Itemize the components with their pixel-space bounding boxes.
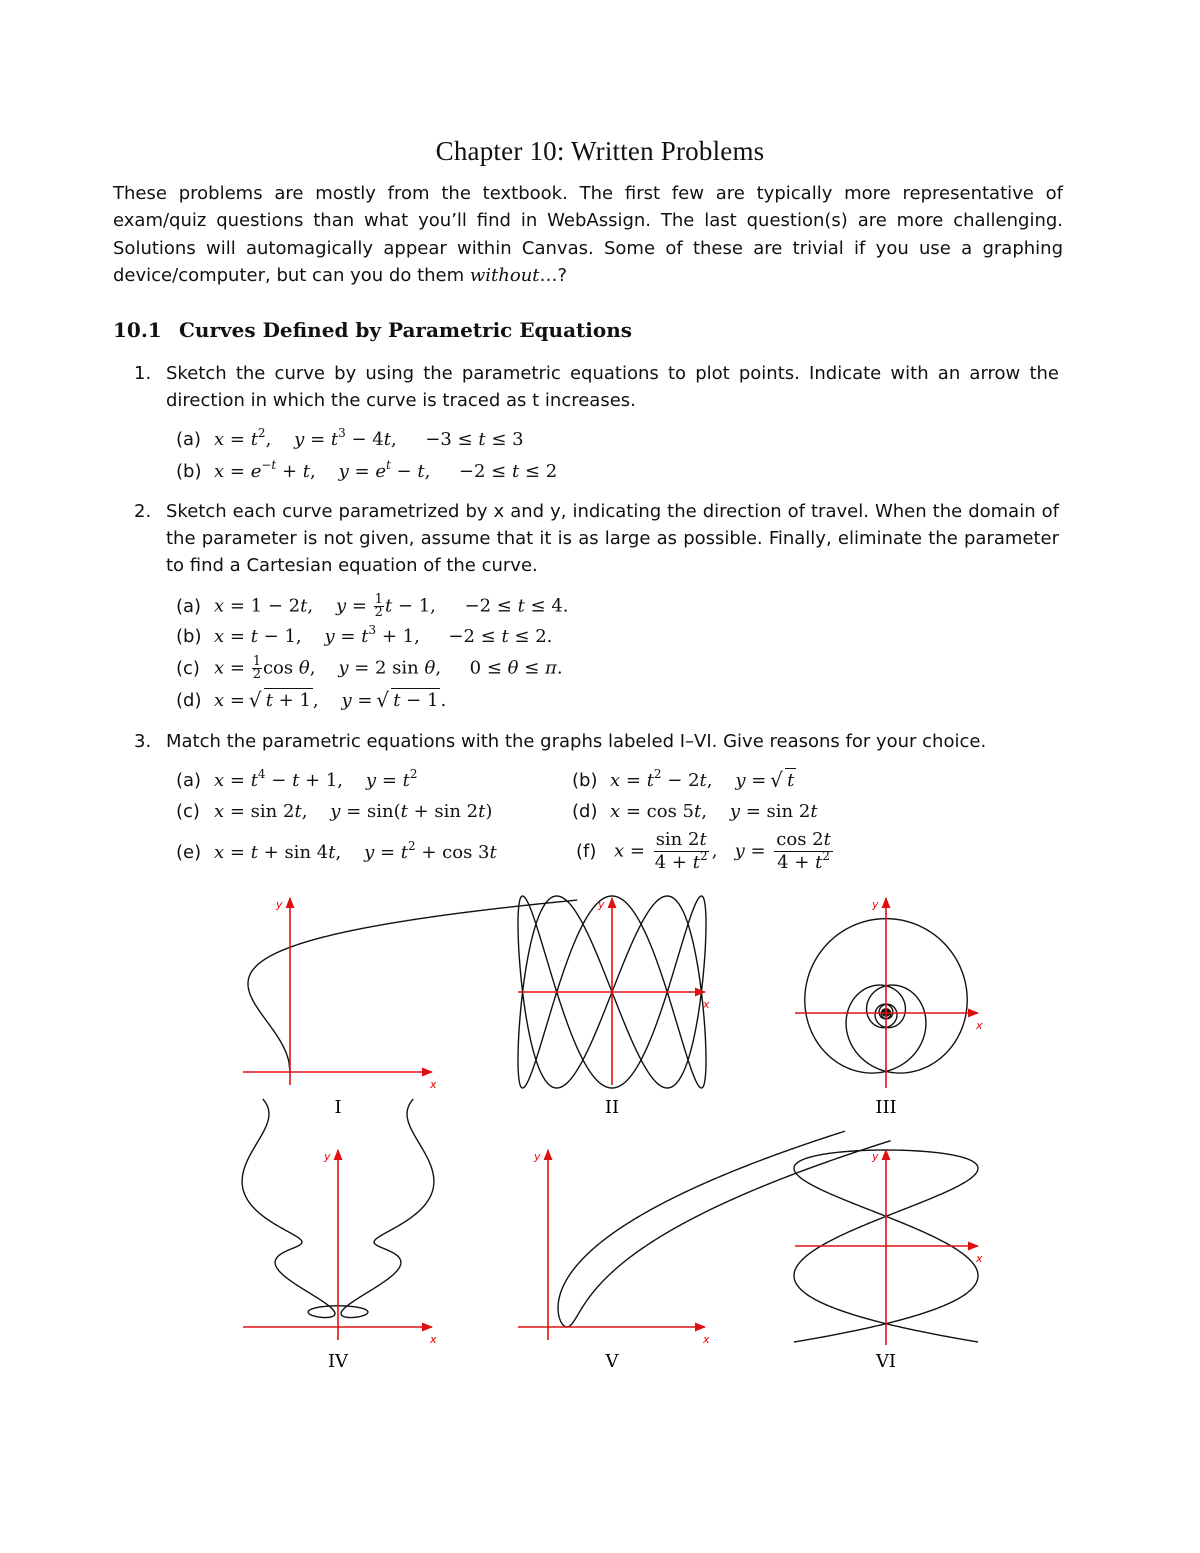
part-label: (d) — [572, 801, 598, 822]
problem-2d-equation: (d) x = √ t + 1 , y = √ t − 1 . — [176, 689, 446, 713]
graph-V-y-label: y — [534, 1150, 541, 1163]
graph-III-y-label: y — [872, 898, 879, 911]
graph-II-x-label: x — [703, 998, 710, 1011]
part-label: (a) — [176, 770, 202, 791]
graph-I-y-label: y — [276, 898, 283, 911]
problem-text: Sketch each curve parametrized by x and y, indicating the direction of travel. When the domain of the parameter is not given, assume that it is as large as possible. Finally, eliminate the parameter to find a Cartesian equation of the curve. — [166, 501, 1059, 576]
graph-label-VI: VI — [875, 1351, 897, 1372]
graph-V-curve — [558, 1131, 891, 1327]
part-label: (f) — [576, 840, 597, 862]
part-label: (c) — [176, 801, 200, 822]
problem-text: Match the parametric equations with the graphs labeled I–VI. Give reasons for your choice. — [166, 731, 987, 752]
graph-I-curve — [248, 900, 577, 1072]
part-label: (b) — [176, 461, 202, 482]
graph-V-x-label: x — [703, 1333, 710, 1346]
graph-VI-x-label: x — [976, 1252, 983, 1265]
graph-label-IV: IV — [327, 1351, 349, 1372]
intro-text: These problems are mostly from the textbook. The first few are typically more representative of exam/quiz questions than what you’ll find in WebAssign. The last question(s) are more challenging. Solutions will automagically appear within Canvas. Some of these are trivial if you use a graphing device/computer, but can you do them — [113, 183, 1063, 287]
problem-3b-equation: (b) $x = t^2 - 2t$, y = √ t — [572, 769, 796, 793]
problem-3d-equation: (d) x = cos 5t, y = sin 2t — [572, 801, 818, 822]
graph-label-III: III — [875, 1097, 897, 1118]
problem-number: 2. — [134, 501, 152, 522]
intro-emphasis: without — [469, 265, 540, 287]
problem-3a-equation: (a) $x = t^4 - t + 1$, $y = t^2$ — [176, 767, 418, 791]
graph-III-x-label: x — [976, 1019, 983, 1032]
graph-IV-y-label: y — [324, 1150, 331, 1163]
page-title: Chapter 10: Written Problems — [435, 136, 765, 166]
part-label: (a) — [176, 595, 202, 617]
section-title: Curves Defined by Parametric Equations — [179, 318, 633, 342]
problem-2b-equation: (b) x = t − 1, $y = t^3 + 1$, −2 ≤ t ≤ 2. — [176, 623, 553, 647]
problem-number: 1. — [134, 363, 152, 384]
problem-3c-equation: (c) x = sin 2t, y = sin(t + sin 2t) — [176, 801, 493, 822]
part-label: (b) — [176, 626, 202, 647]
section-number: 10.1 — [113, 318, 162, 342]
graph-label-I: I — [334, 1097, 342, 1118]
graph-VI-y-label: y — [872, 1150, 879, 1163]
problem-text: Sketch the curve by using the parametric equations to plot points. Indicate with an arrow the direction in which the curve is traced as t increases. — [166, 363, 1059, 411]
part-label: (e) — [176, 842, 202, 863]
problem-3f-equation: (f) x = $\frac{\sin 2t}{4 + t^2}$ , y = $\frac{\cos 2t}{4 + t^2}$ — [576, 829, 831, 873]
part-label: (a) — [176, 429, 202, 450]
problem-1a-equation: (a) $x = t^2$, $y = t^3 - 4t$, −3 ≤ t ≤ 3 — [176, 426, 524, 450]
graph-label-V: V — [605, 1351, 619, 1372]
problem-2a-equation: (a) x = 1 − 2t, y = $\frac{1}{2}$ t − 1, −2 ≤ t ≤ 4. — [176, 592, 569, 620]
part-label: (d) — [176, 690, 202, 711]
intro-tail: …? — [539, 265, 568, 287]
graph-II-y-label: y — [598, 898, 605, 911]
part-label: (c) — [176, 657, 200, 679]
problem-3e-equation: (e) x = t + sin 4t, $y = t^2 + \cos 3t$ — [176, 839, 497, 863]
part-label: (b) — [572, 770, 598, 791]
graph-label-II: II — [604, 1097, 620, 1118]
graph-IV-x-label: x — [430, 1333, 437, 1346]
problem-2c-equation: (c) x = $\frac{1}{2}$ cos θ, y = 2 sin θ, 0 ≤ θ ≤ π. — [176, 654, 563, 682]
problem-number: 3. — [134, 731, 152, 752]
problem-1b-equation: (b) $x = e^{-t} + t$, $y = e^t - t$, −2 ≤ t ≤ 2 — [176, 458, 558, 482]
graph-I-x-label: x — [430, 1078, 437, 1091]
